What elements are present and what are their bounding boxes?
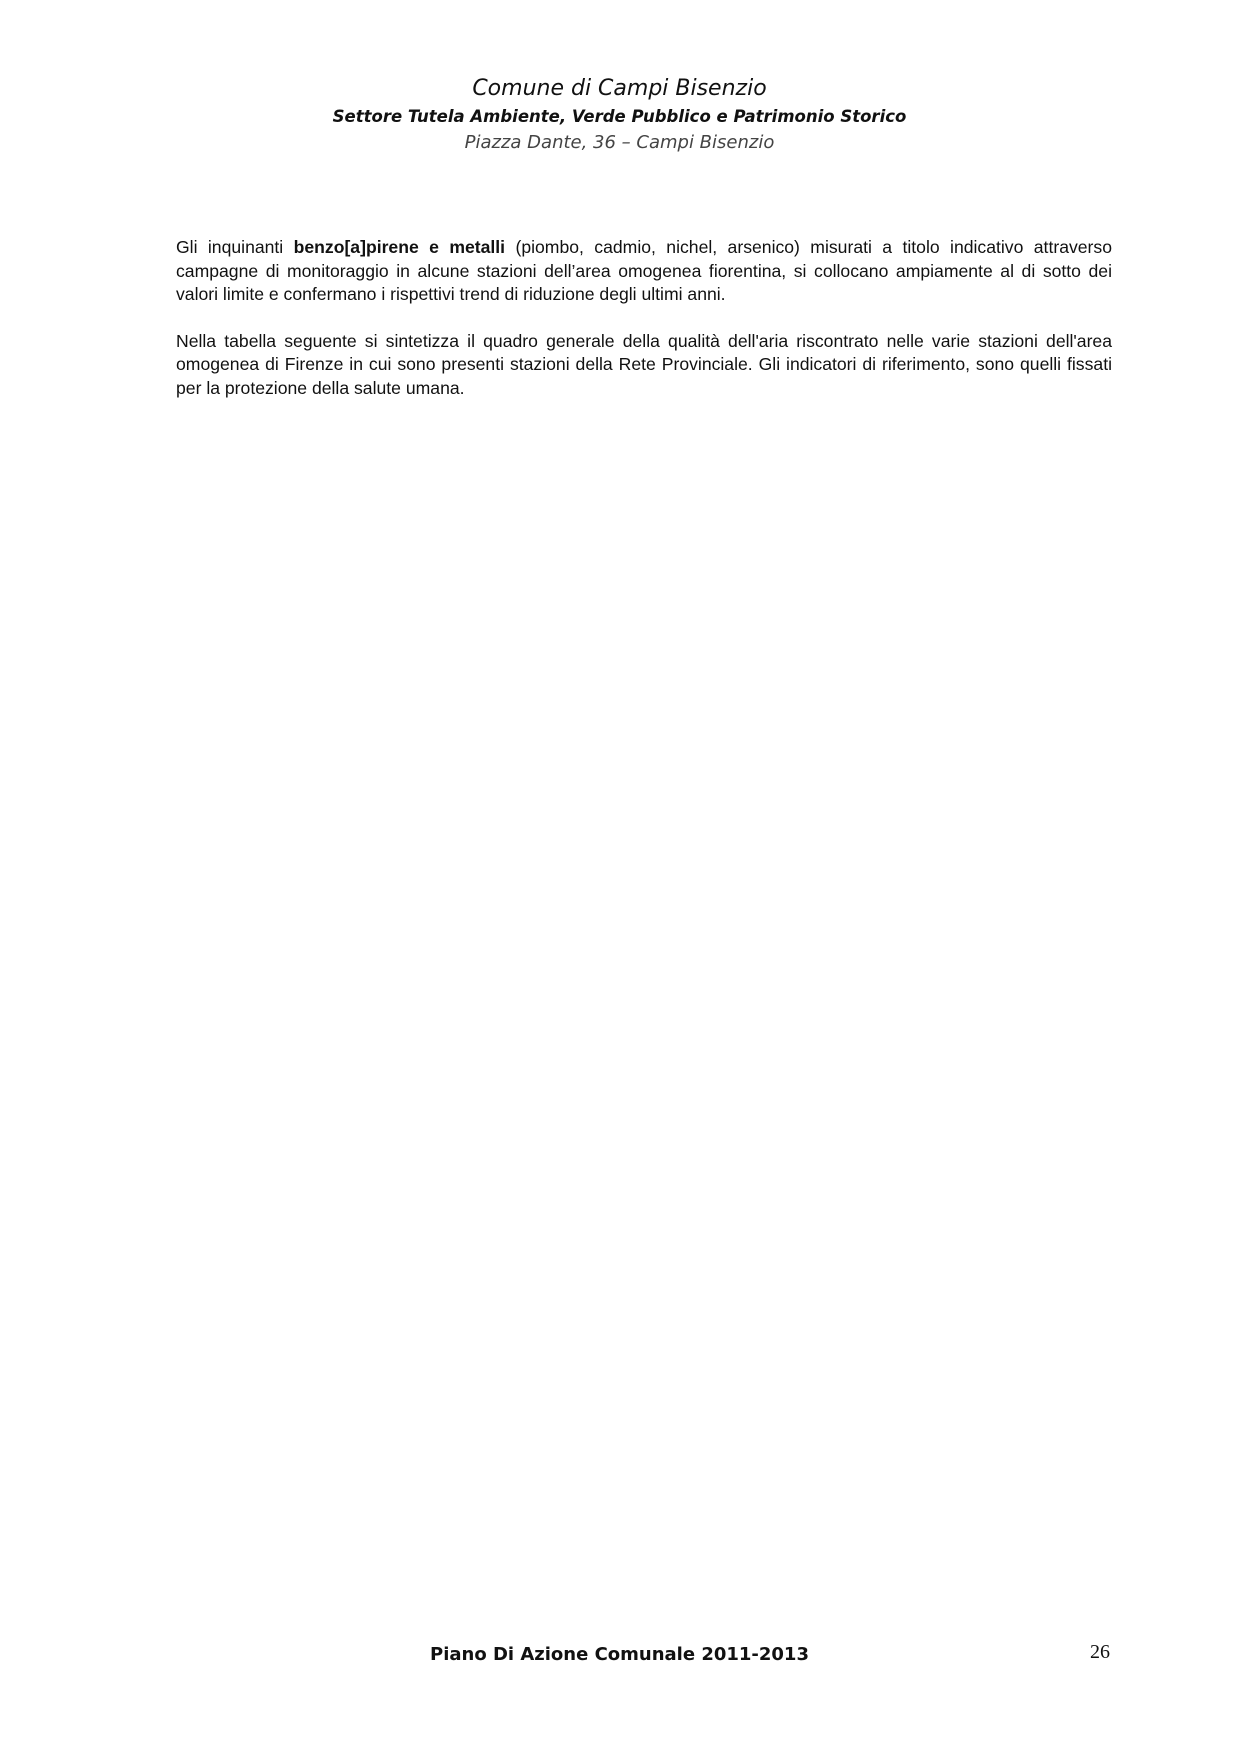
paragraph-pollutants xyxy=(176,236,1112,307)
footer-title: Piano Di Azione Comunale 2011-2013 xyxy=(430,1644,809,1665)
pollutants-emphasis: benzo[a]pirene e metalli xyxy=(293,237,506,257)
address: Piazza Dante, 36 – Campi Bisenzio xyxy=(464,132,775,153)
organization-name: Comune di Campi Bisenzio xyxy=(472,76,767,101)
department-name: Settore Tutela Ambiente, Verde Pubblico e Patrimonio Storico xyxy=(332,107,907,126)
page-header xyxy=(0,74,1239,156)
document-body xyxy=(176,236,1112,423)
paragraph-pollutants-intro: Gli inquinanti xyxy=(176,237,294,257)
paragraph-pollutants-rest: (piombo, cadmio, nichel, arsenico) misurati a titolo indicativo attraverso campagne di monitoraggio in alcune stazioni dell’area omogenea fiorentina, si collocano ampiamente al di sotto dei valori limite e confermano i rispettivi trend di riduzione degli ultimi anni. xyxy=(176,237,1113,304)
paragraph-table-intro: Nella tabella seguente si sintetizza il quadro generale della qualità dell'aria riscontrato nelle varie stazioni dell'area omogenea di Firenze in cui sono presenti stazioni della Rete Provinciale. Gli indicatori di riferimento, sono quelli fissati per la protezione della salute umana. xyxy=(176,330,1112,398)
page-number: 26 xyxy=(1090,1641,1110,1663)
